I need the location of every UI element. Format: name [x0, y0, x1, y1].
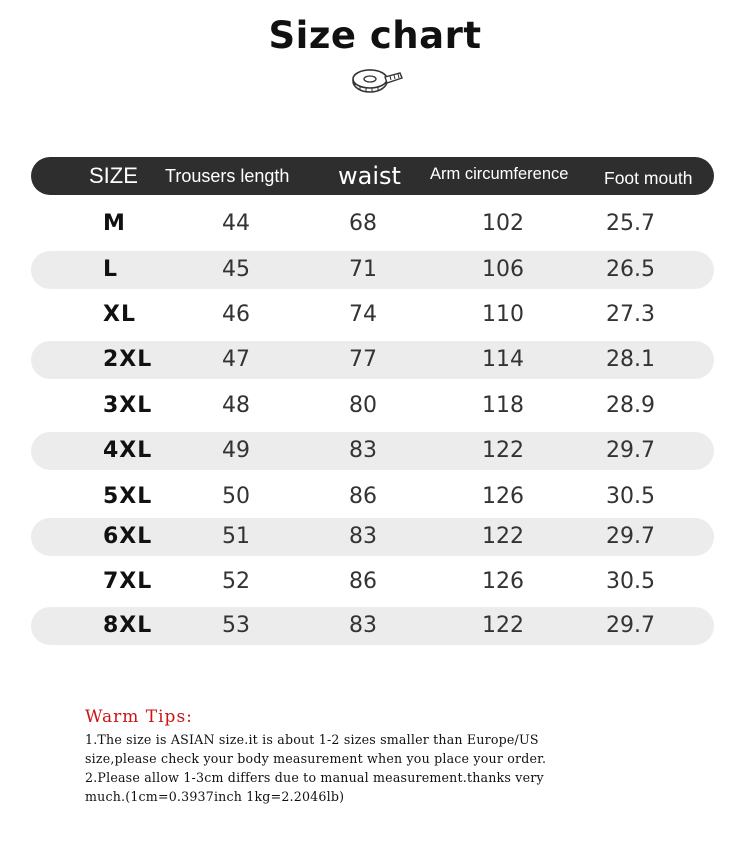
cell-foot: 28.9 [606, 393, 655, 418]
cell-arm: 126 [482, 484, 524, 509]
header-waist: waist [338, 162, 401, 190]
table-row [31, 432, 714, 470]
cell-foot: 29.7 [606, 438, 655, 463]
cell-arm: 106 [482, 257, 524, 282]
cell-arm: 126 [482, 569, 524, 594]
cell-arm: 118 [482, 393, 524, 418]
measuring-tape-icon [350, 66, 404, 96]
cell-size: 8XL [103, 613, 153, 638]
table-row [31, 607, 714, 645]
table-row [31, 341, 714, 379]
cell-foot: 29.7 [606, 524, 655, 549]
header-trousers-length: Trousers length [165, 166, 290, 186]
table-row [31, 296, 714, 334]
cell-trousers-length: 44 [222, 211, 250, 236]
cell-waist: 83 [349, 524, 377, 549]
cell-waist: 83 [349, 613, 377, 638]
cell-waist: 77 [349, 347, 377, 372]
cell-size: 5XL [103, 484, 153, 509]
cell-waist: 80 [349, 393, 377, 418]
cell-trousers-length: 46 [222, 302, 250, 327]
cell-size: 4XL [103, 438, 153, 463]
cell-foot: 27.3 [606, 302, 655, 327]
cell-size: L [103, 257, 119, 282]
tips-line: 2.Please allow 1-3cm differs due to manual measurement.thanks very [85, 770, 544, 785]
header-size: SIZE [89, 163, 138, 188]
cell-arm: 114 [482, 347, 524, 372]
cell-size: 7XL [103, 569, 153, 594]
header-foot-mouth: Foot mouth [604, 168, 693, 188]
warm-tips-title: Warm Tips: [85, 707, 193, 727]
tips-line: 1.The size is ASIAN size.it is about 1-2 sizes smaller than Europe/US [85, 732, 539, 747]
cell-trousers-length: 47 [222, 347, 250, 372]
cell-trousers-length: 51 [222, 524, 250, 549]
cell-trousers-length: 53 [222, 613, 250, 638]
cell-arm: 102 [482, 211, 524, 236]
table-row [31, 251, 714, 289]
cell-waist: 68 [349, 211, 377, 236]
cell-arm: 110 [482, 302, 524, 327]
cell-trousers-length: 49 [222, 438, 250, 463]
table-header [31, 157, 714, 195]
cell-waist: 74 [349, 302, 377, 327]
cell-size: XL [103, 302, 136, 327]
cell-size: 6XL [103, 524, 153, 549]
warm-tips [85, 707, 705, 806]
page-title: Size chart [268, 14, 482, 57]
cell-foot: 25.7 [606, 211, 655, 236]
cell-trousers-length: 45 [222, 257, 250, 282]
table-row [31, 563, 714, 601]
cell-foot: 28.1 [606, 347, 655, 372]
tips-line: much.(1cm=0.3937inch 1kg=2.2046lb) [85, 789, 345, 804]
cell-trousers-length: 52 [222, 569, 250, 594]
cell-foot: 29.7 [606, 613, 655, 638]
cell-size: 3XL [103, 393, 153, 418]
cell-arm: 122 [482, 524, 524, 549]
cell-foot: 26.5 [606, 257, 655, 282]
cell-waist: 71 [349, 257, 377, 282]
cell-arm: 122 [482, 438, 524, 463]
cell-foot: 30.5 [606, 569, 655, 594]
cell-size: M [103, 211, 126, 236]
header-arm-circumference: Arm circumference [430, 165, 569, 183]
cell-waist: 86 [349, 484, 377, 509]
tips-line: size,please check your body measurement when you place your order. [85, 751, 547, 766]
table-row [31, 518, 714, 556]
table-row [31, 478, 714, 516]
cell-trousers-length: 48 [222, 393, 250, 418]
table-row [31, 205, 714, 243]
cell-waist: 83 [349, 438, 377, 463]
table-row [31, 387, 714, 425]
cell-foot: 30.5 [606, 484, 655, 509]
cell-waist: 86 [349, 569, 377, 594]
cell-trousers-length: 50 [222, 484, 250, 509]
cell-size: 2XL [103, 347, 153, 372]
cell-arm: 122 [482, 613, 524, 638]
